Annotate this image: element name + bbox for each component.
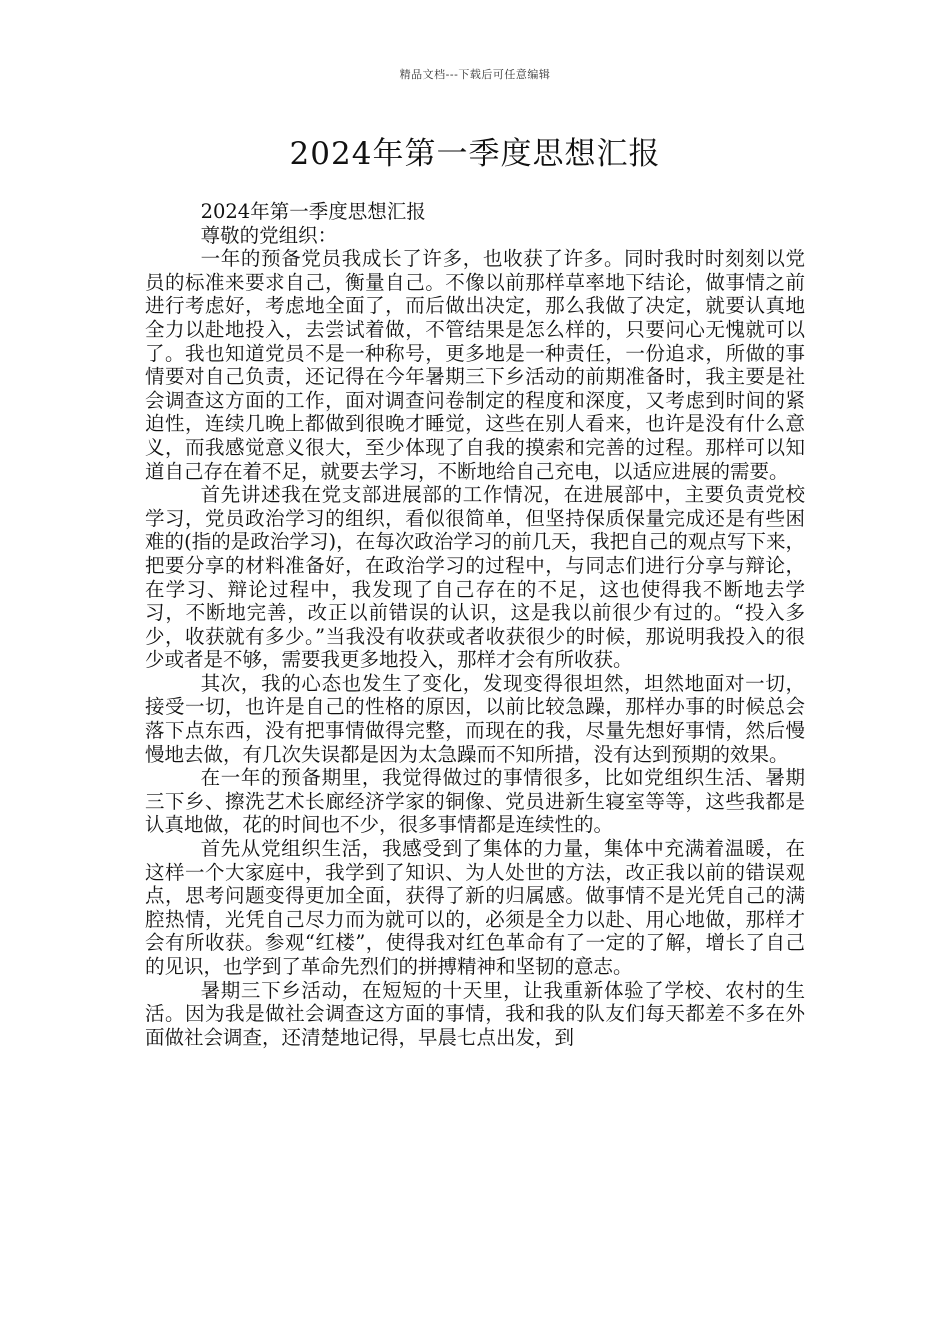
body-paragraph-salutation: 尊敬的党组织： (200, 223, 338, 247)
body-paragraph: 一年的预备党员我成长了许多，也收获了许多。同时我时时刻刻以党员的标准来要求自己，衡量自己。不像以前那样草率地下结论，做事情之前进行考虑好，考虑地全面了，而后做出决定，那么我做了决定，就要认真地全力以赴地投入，去尝试着做，不管结果是怎么样的，只要问心无愧就可以了。我也知道党员不是一种称号，更多地是一种责任，一份追求，所做的事情要对自己负责，还记得在今年暑期三下乡活动的前期准备时，我主要是社会调查这方面的工作，面对调查问卷制定的程度和深度，又考虑到时间的紧迫性，连续几晚上都做到很晚才睡觉，这些在别人看来，也许是没有什么意义，而我感觉意义很大，至少体现了自我的摸索和完善的过程。那样可以知道自己存在着不足，就要去学习，不断地给自己充电，以适应进展的需要。 (145, 247, 805, 483)
document-body (145, 200, 805, 1049)
body-paragraph: 首先从党组织生活，我感受到了集体的力量，集体中充满着温暖，在这样一个大家庭中，我学到了知识、为人处世的方法，改正我以前的错误观点，思考问题变得更加全面，获得了新的归属感。做事情不是光凭自己的满腔热情，光凭自己尽力而为就可以的，必须是全力以赴、用心地做，那样才会有所收获。参观“红楼”，使得我对红色革命有了一定的了解，增长了自己的见识，也学到了革命先烈们的拼搏精神和坚韧的意志。 (145, 837, 805, 978)
body-paragraph: 首先讲述我在党支部进展部的工作情况，在进展部中，主要负责党校学习，党员政治学习的组织，看似很简单，但坚持保质保量完成还是有些困难的(指的是政治学习)，在每次政治学习的前几天，我把自己的观点写下来，把要分享的材料准备好，在政治学习的过程中，与同志们进行分享与辩论，在学习、辩论过程中，我发现了自己存在的不足，这也使得我不断地去学习，不断地完善，改正以前错误的认识，这是我以前很少有过的。“投入多少，收获就有多少。”当我没有收获或者收获很少的时候，那说明我投入的很少或者是不够，需要我更多地投入，那样才会有所收获。 (145, 483, 805, 672)
header-note: 精品文档---下载后可任意编辑 (399, 68, 551, 81)
document-title: 2024年第一季度思想汇报 (289, 136, 661, 172)
body-paragraph: 暑期三下乡活动，在短短的十天里，让我重新体验了学校、农村的生活。因为我是做社会调查这方面的事情，我和我的队友们每天都差不多在外面做社会调查，还清楚地记得，早晨七点出发，到 (145, 978, 805, 1049)
body-paragraph-subtitle: 2024年第一季度思想汇报 (200, 200, 426, 223)
body-paragraph: 在一年的预备期里，我觉得做过的事情很多，比如党组织生活、暑期三下乡、擦洗艺术长廊经济学家的铜像、党员进新生寝室等等，这些我都是认真地做，花的时间也不少，很多事情都是连续性的。 (145, 766, 805, 837)
body-paragraph: 其次，我的心态也发生了变化，发现变得很坦然，坦然地面对一切，接受一切，也许是自己的性格的原因，以前比较急躁，那样办事的时候总会落下点东西，没有把事情做得完整，而现在的我，尽量先想好事情，然后慢慢地去做，有几次失误都是因为太急躁而不知所措，没有达到预期的效果。 (145, 671, 805, 766)
